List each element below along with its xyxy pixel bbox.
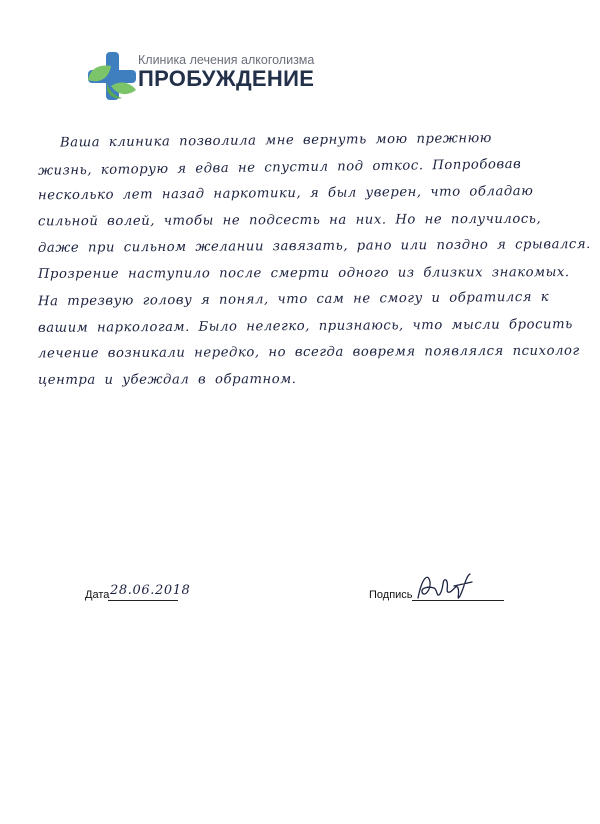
letter-line: Ваша клиника позволила мне вернуть мою прежнюю (59, 131, 492, 151)
letter-line: даже при сильном желании завязать, рано или поздно я срывался. (37, 236, 591, 256)
date-label: Дата (85, 589, 110, 601)
letter-line: жизнь, которую я едва не спустил под откос. Попробовав (37, 156, 522, 179)
letter-line: сильной волей, чтобы не подсесть на них. Но не получилось, (37, 211, 542, 229)
clinic-subtitle: Клиника лечения алкоголизма (138, 53, 315, 67)
letter-line: вашим наркологам. Было нелегко, признаюсь, что мысли бросить (37, 316, 573, 336)
date-value: 28.06.2018 (110, 583, 191, 598)
signature-label: Подпись (369, 589, 413, 601)
letter-line: Прозрение наступило после смерти одного из близких знакомых. (37, 264, 570, 282)
letter-line: лечение возникали нередко, но всегда вовремя появлялся психолог (37, 343, 580, 362)
clinic-logo (84, 50, 344, 106)
letter-line: центра и убеждал в обратном. (37, 371, 297, 388)
clinic-name: ПРОБУЖДЕНИЕ (138, 66, 315, 91)
handwritten-letter (37, 128, 591, 393)
medical-cross-leaf-icon (84, 50, 138, 104)
handwritten-signature (414, 568, 476, 608)
letter-line: На трезвую голову я понял, что сам не смогу и обратился к (37, 289, 550, 310)
letter-line: несколько лет назад наркотики, я был уверен, что обладаю (37, 183, 534, 204)
date-underline (108, 600, 178, 601)
